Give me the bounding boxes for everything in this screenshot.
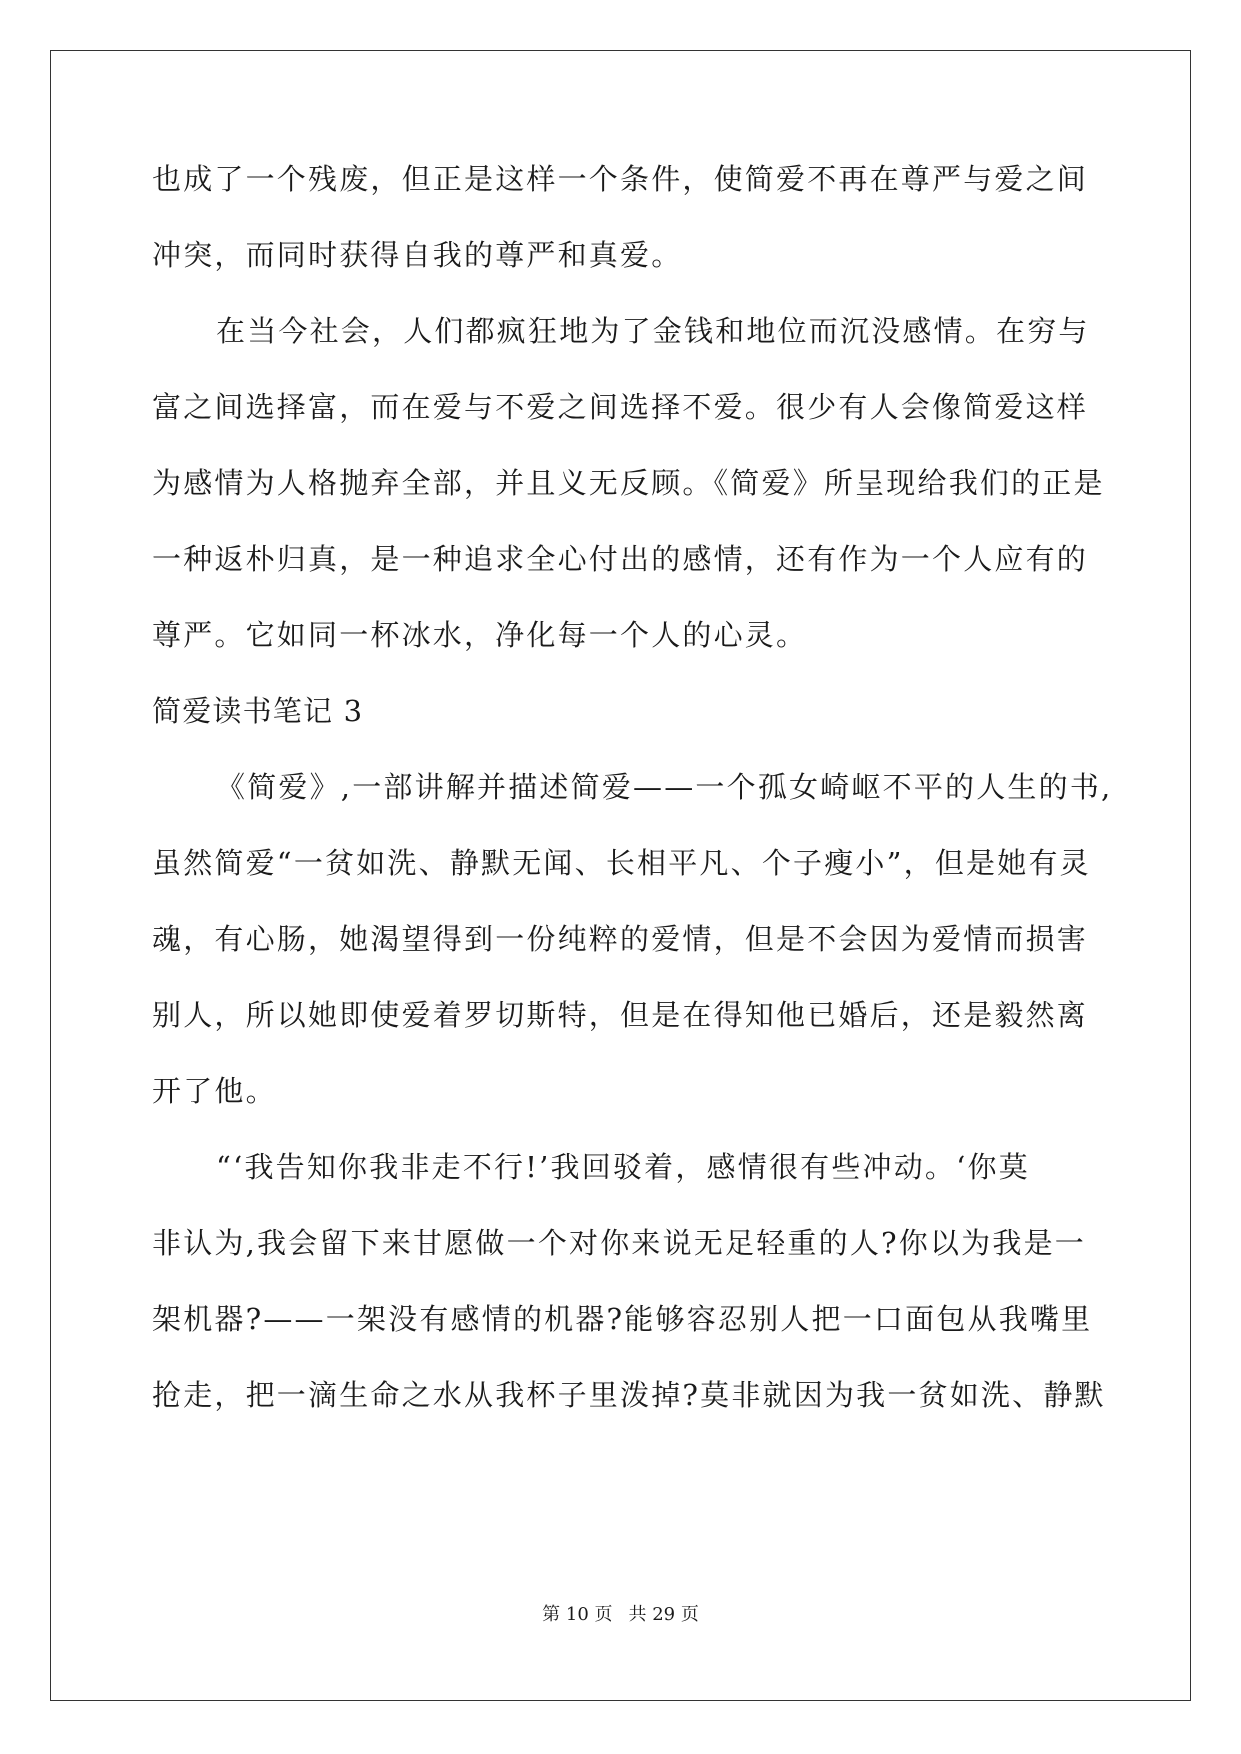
paragraph-line: 富之间选择富，而在爱与不爱之间选择不爱。很少有人会像简爱这样 [152,390,1089,424]
paragraph-line: 《简爱》,一部讲解并描述简爱——一个孤女崎岖不平的人生的书, [216,770,1113,804]
section-heading: 简爱读书笔记 3 [152,694,364,728]
paragraph-line: 一种返朴归真，是一种追求全心付出的感情，还有作为一个人应有的 [152,542,1089,576]
paragraph-line: 虽然简爱“一贫如洗、静默无闻、长相平凡、个子瘦小”，但是她有灵 [152,846,1091,880]
paragraph-line: 非认为,我会留下来甘愿做一个对你来说无足轻重的人?你以为我是一 [152,1226,1086,1260]
paragraph-line: 抢走，把一滴生命之水从我杯子里泼掉?莫非就因为我一贫如洗、静默 [152,1378,1106,1412]
page-number: 第 10 页 [542,1604,613,1625]
paragraph-line: 架机器?——一架没有感情的机器?能够容忍别人把一口面包从我嘴里 [152,1302,1093,1336]
document-body [152,157,1113,1449]
paragraph-line: 尊严。它如同一杯冰水，净化每一个人的心灵。 [152,618,808,652]
paragraph-line: 魂，有心肠，她渴望得到一份纯粹的爱情，但是不会因为爱情而损害 [152,922,1089,956]
paragraph-line: 在当今社会，人们都疯狂地为了金钱和地位而沉没感情。在穷与 [216,314,1090,348]
paragraph-line: 也成了一个残废，但正是这样一个条件，使简爱不再在尊严与爱之间 [152,162,1089,196]
paragraph-line: 冲突，而同时获得自我的尊严和真爱。 [152,238,683,272]
paragraph-line: 别人，所以她即使爱着罗切斯特，但是在得知他已婚后，还是毅然离 [152,998,1089,1032]
page-total: 共 29 页 [628,1604,699,1625]
paragraph-line: “‘我告知你我非走不行!’我回驳着，感情很有些冲动。‘你莫 [216,1150,1030,1184]
page-footer [0,1603,1241,1627]
paragraph-line: 为感情为人格抛弃全部，并且义无反顾。《简爱》所呈现给我们的正是 [152,466,1105,500]
paragraph-line: 开了他。 [152,1074,277,1108]
